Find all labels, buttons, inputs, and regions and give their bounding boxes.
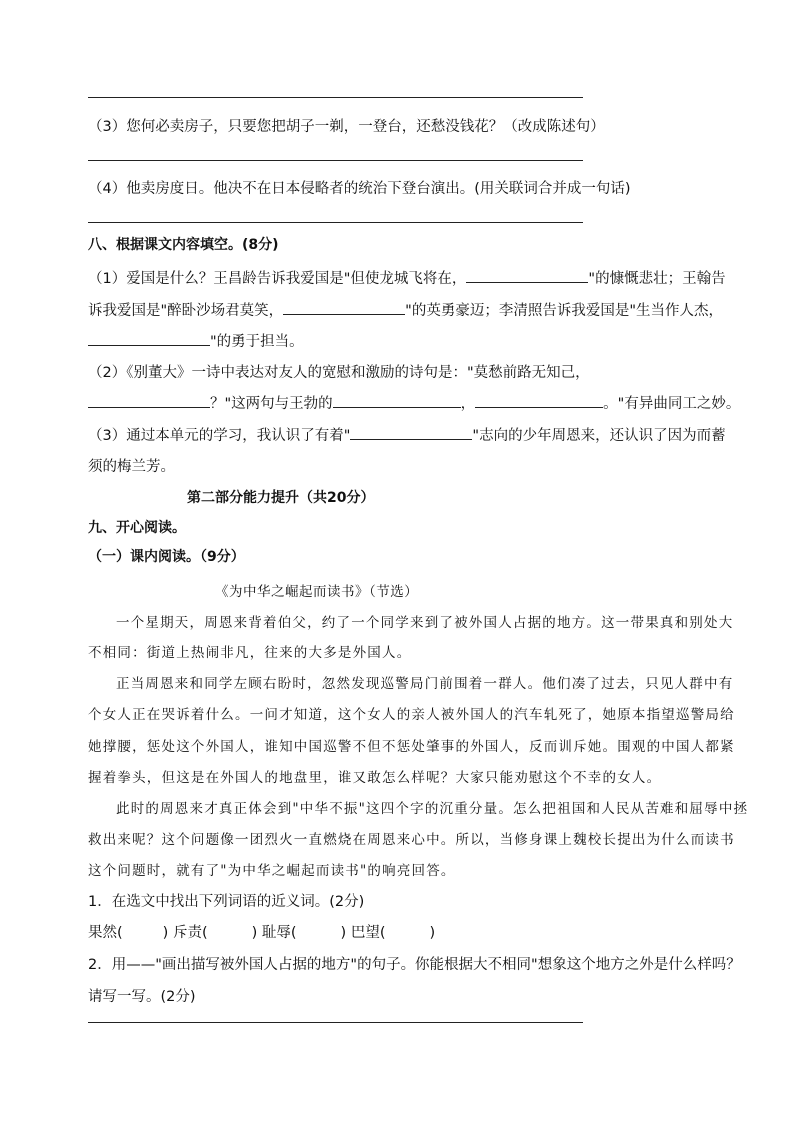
fill-blank[interactable]	[283, 299, 405, 315]
word-label: ) 巴望(	[340, 925, 386, 941]
fill-blank[interactable]	[475, 392, 603, 408]
text-segment: "的勇于担当。	[210, 334, 304, 350]
text-segment: 须的梅兰芳。	[88, 459, 175, 475]
passage-line: 个女人正在哭诉着什么。一问才知道，这个女人的亲人被外国人的汽车轧死了，她原本指望巡警局给	[88, 707, 735, 723]
passage-line: 救出来呢？这个问题像一团烈火一直燃烧在周恩来心中。所以，当修身课上魏校长提出为什么而读书	[88, 832, 735, 848]
fill-blank[interactable]	[350, 424, 472, 440]
text-segment: （3）通过本单元的学习，我认识了有着"	[88, 428, 351, 444]
text-segment: ，	[460, 396, 476, 412]
answer-line	[88, 1022, 583, 1023]
text-segment: "的英勇豪迈；李清照告诉我爱国是"生当作人杰，	[405, 303, 724, 319]
section-8-item-3-line-1	[88, 424, 726, 445]
text-segment: 。"有异曲同工之妙。	[603, 396, 741, 412]
section-9-heading: 九、开心阅读。	[88, 520, 186, 536]
synonym-words-row	[88, 921, 435, 942]
passage-line: 一个星期天，周恩来背着伯父，约了一个同学来到了被外国人占据的地方。这一带果真和别处大	[116, 615, 734, 631]
fill-blank[interactable]	[88, 330, 210, 346]
passage-title: 《为中华之崛起而读书》（节选）	[215, 584, 419, 600]
fill-blank[interactable]	[333, 392, 461, 408]
question-3: （3）您何必卖房子，只要您把胡子一剃，一登台，还愁没钱花？（改成陈述句）	[88, 119, 605, 135]
question-9-2-line-2: 请写一写。(2分)	[88, 989, 196, 1005]
text-segment: ？"这两句与王勃的	[210, 396, 333, 412]
answer-line	[88, 160, 583, 161]
question-4: （4）他卖房度日。他决不在日本侵略者的统治下登台演出。(用关联词合并成一句话)	[88, 181, 631, 197]
text-segment: （1）爱国是什么？王昌龄告诉我爱国是"但使龙城飞将在，	[88, 271, 467, 287]
word-label: 果然(	[88, 925, 123, 941]
word-label: ) 斥责(	[162, 925, 208, 941]
word-label: ) 耻辱(	[251, 925, 297, 941]
word-label: )	[429, 925, 436, 941]
answer-line	[88, 97, 583, 98]
passage-line: 不相同：街道上热闹非凡，往来的大多是外国人。	[88, 645, 412, 661]
answer-line	[88, 222, 583, 223]
passage-line: 此时的周恩来才真正体会到"中华不振"这四个字的沉重分量。怎么把祖国和人民从苦难和屈辱中拯	[116, 801, 749, 817]
question-9-1: 1．在选文中找出下列词语的近义词。(2分)	[88, 894, 365, 910]
fill-blank[interactable]	[88, 392, 210, 408]
section-8-item-3-line-2	[88, 455, 175, 476]
section-8-heading: 八、根据课文内容填空。(8分)	[88, 237, 279, 253]
section-9-sub-1: （一）课内阅读。（9分）	[88, 549, 245, 565]
text-segment: 诉我爱国是"醉卧沙场君莫笑，	[88, 303, 284, 319]
part-2-title: 第二部分能力提升（共20分）	[187, 490, 375, 506]
passage-line: 正当周恩来和同学左顾右盼时，忽然发现巡警局门前围着一群人。他们凑了过去，只见人群中有	[116, 676, 734, 692]
section-8-item-1-line-2	[88, 299, 723, 320]
text-segment: （2）《别董大》一诗中表达对友人的宽慰和激励的诗句是："莫愁前路无知己，	[88, 365, 590, 381]
section-8-item-2-line-1	[88, 361, 590, 382]
passage-line: 握着拳头，但这是在外国人的地盘里，谁又敢怎么样呢？大家只能劝慰这个不幸的女人。	[88, 770, 662, 786]
text-segment: "志向的少年周恩来，还认识了因为而蓄	[472, 428, 726, 444]
fill-blank[interactable]	[466, 267, 588, 283]
section-8-item-1-line-3	[88, 330, 304, 351]
question-9-2-line-1: 2．用——"画出描写被外国人占据的地方"的句子。你能根据大不相同"想象这个地方之外是什么样吗？	[88, 957, 741, 973]
section-8-item-1-line-1	[88, 267, 726, 288]
passage-line: 这个问题时，就有了"为中华之崛起而读书"的响亮回答。	[88, 863, 456, 879]
passage-line: 她撑腰，惩处这个外国人，谁知中国巡警不但不惩处肇事的外国人，反而训斥她。围观的中国人都紧	[88, 739, 735, 755]
section-8-item-2-line-2	[88, 392, 740, 413]
text-segment: "的慷慨悲壮；王翰告	[588, 271, 726, 287]
